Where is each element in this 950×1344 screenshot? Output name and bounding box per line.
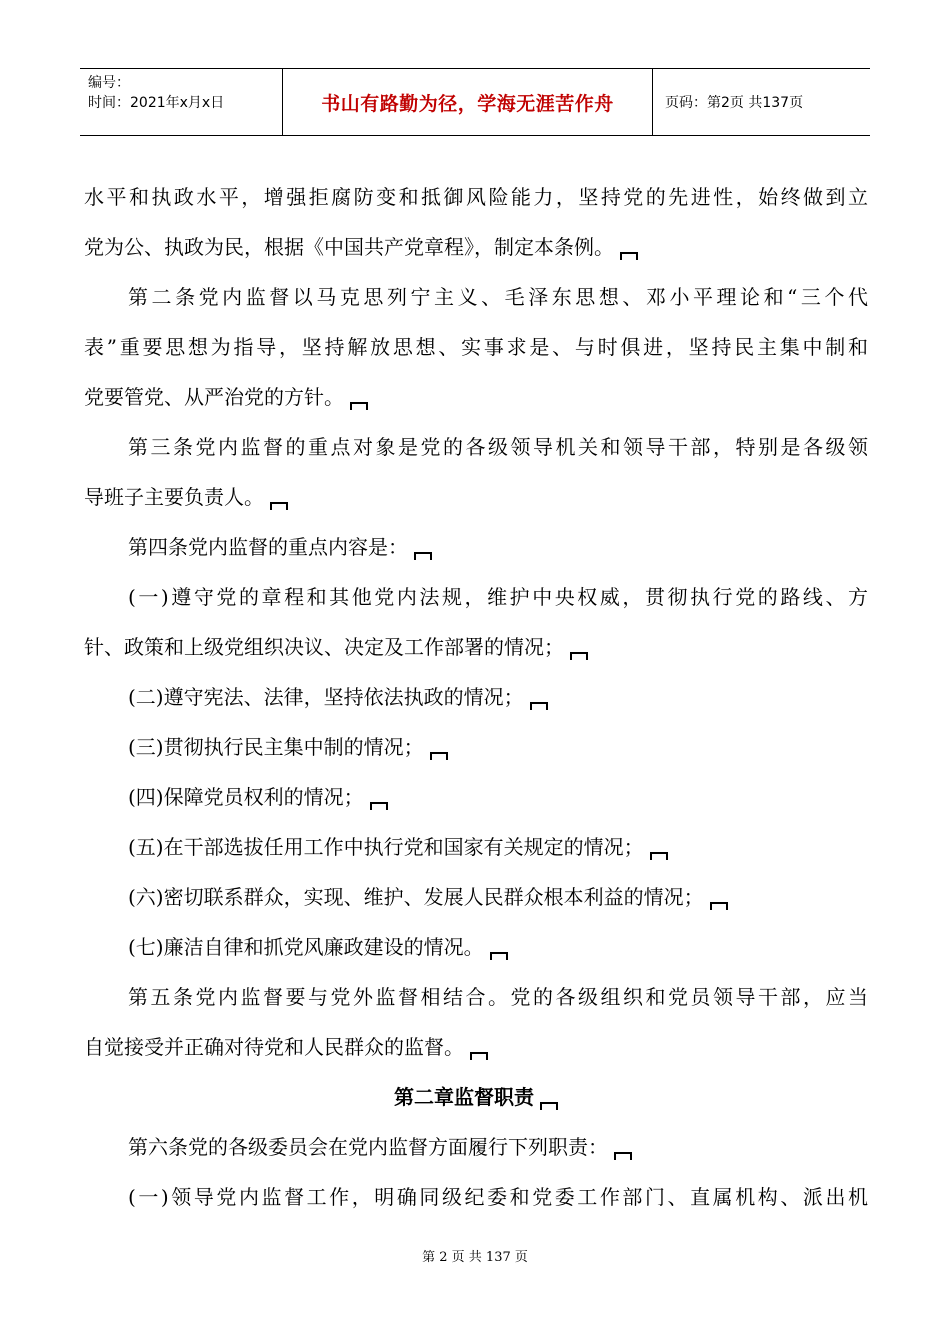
body-line: 表”重要思想为指导，坚持解放思想、实事求是、与时俱进，坚持民主集中制和 [84,335,868,359]
page-header [80,68,870,136]
document-body [84,172,868,1222]
body-line: 第四条党内监督的重点内容是： [84,522,868,572]
paragraph-mark-icon [430,752,448,760]
paragraph-mark-icon [270,502,288,510]
body-line: (三)贯彻执行民主集中制的情况； [84,722,868,772]
body-line: 第六条党的各级委员会在党内监督方面履行下列职责： [84,1122,868,1172]
header-motto: 书山有路勤为径，学海无涯苦作舟 [283,69,653,135]
body-line: 导班子主要负责人。 [84,472,868,522]
body-line: (六)密切联系群众，实现、维护、发展人民群众根本利益的情况； [84,872,868,922]
page-footer: 第 2 页 共 137 页 [422,1250,528,1265]
paragraph-mark-icon [620,252,638,260]
paragraph-mark-icon [710,902,728,910]
body-line: 党要管党、从严治党的方针。 [84,372,868,422]
body-line: 水平和执政水平，增强拒腐防变和抵御风险能力，坚持党的先进性，始终做到立 [84,185,868,209]
body-line: (四)保障党员权利的情况； [84,772,868,822]
chapter-title: 第二章监督职责 [84,1072,868,1122]
header-page-info: 页码：第2页 共137页 [665,95,804,111]
body-line: 党为公、执政为民，根据《中国共产党章程》，制定本条例。 [84,222,868,272]
paragraph-mark-icon [370,802,388,810]
header-meta [80,69,283,135]
body-line: (二)遵守宪法、法律，坚持依法执政的情况； [84,672,868,722]
body-line: (一)领导党内监督工作，明确同级纪委和党委工作部门、直属机构、派出机 [128,1185,868,1209]
body-line: 第二条党内监督以马克思列宁主义、毛泽东思想、邓小平理论和“三个代 [128,285,868,309]
body-line: (七)廉洁自律和抓党风廉政建设的情况。 [84,922,868,972]
paragraph-mark-icon [470,1052,488,1060]
body-line: (五)在干部选拔任用工作中执行党和国家有关规定的情况； [84,822,868,872]
paragraph-mark-icon [540,1102,558,1110]
body-line: 自觉接受并正确对待党和人民群众的监督。 [84,1022,868,1072]
paragraph-mark-icon [414,552,432,560]
body-line: 第三条党内监督的重点对象是党的各级领导机关和领导干部，特别是各级领 [128,435,868,459]
time-label: 时间：2021年x月x日 [88,95,225,111]
number-label: 编号： [88,75,130,91]
body-line: (一)遵守党的章程和其他党内法规，维护中央权威，贯彻执行党的路线、方 [128,585,868,609]
paragraph-mark-icon [650,852,668,860]
paragraph-mark-icon [614,1152,632,1160]
paragraph-mark-icon [530,702,548,710]
paragraph-mark-icon [490,952,508,960]
body-line: 针、政策和上级党组织决议、决定及工作部署的情况； [84,622,868,672]
body-line: 第五条党内监督要与党外监督相结合。党的各级组织和党员领导干部，应当 [128,985,868,1009]
paragraph-mark-icon [570,652,588,660]
paragraph-mark-icon [350,402,368,410]
